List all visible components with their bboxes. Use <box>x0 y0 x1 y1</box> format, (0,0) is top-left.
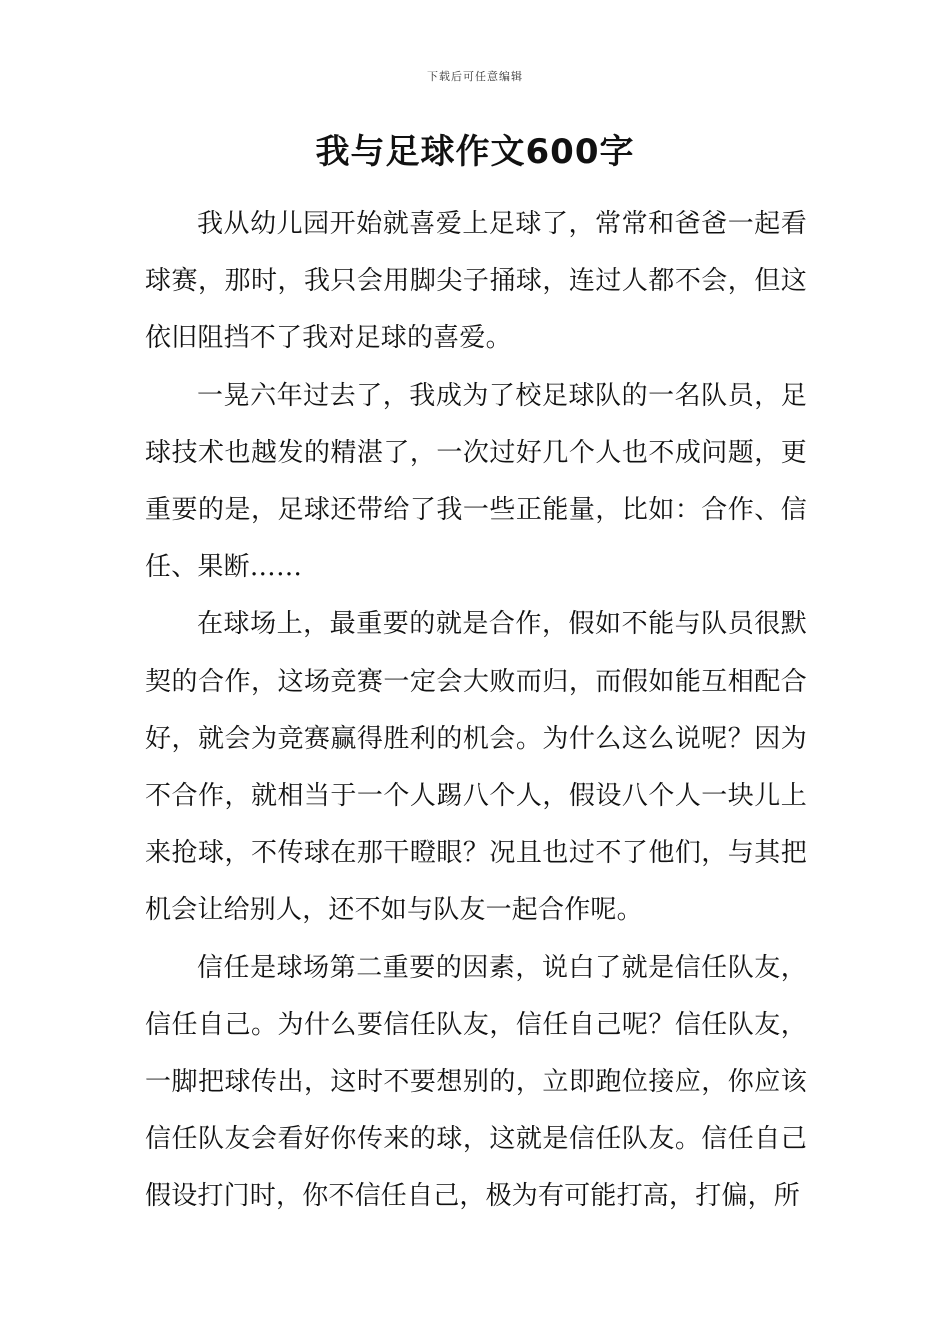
paragraph-1: 我从幼儿园开始就喜爱上足球了，常常和爸爸一起看球赛，那时，我只会用脚尖子捅球，连过人都不会，但这依旧阻挡不了我对足球的喜爱。 <box>145 209 807 354</box>
header-note: 下载后可任意编辑 <box>427 70 523 83</box>
document-title: 我与足球作文600字 <box>315 132 635 172</box>
paragraph-4: 信任是球场第二重要的因素，说白了就是信任队友，信任自己。为什么要信任队友，信任自己呢？信任队友，一脚把球传出，这时不要想别的，立即跑位接应，你应该信任队友会看好你传来的球，这就是信任队友。信任自己假设打门时，你不信任自己，极为有可能打高，打偏，所 <box>145 952 807 1212</box>
paragraph-3: 在球场上，最重要的就是合作，假如不能与队员很默契的合作，这场竞赛一定会大败而归，而假如能互相配合好，就会为竞赛赢得胜利的机会。为什么这么说呢？因为不合作，就相当于一个人踢八个人，假设八个人一块儿上来抢球，不传球在那干瞪眼？况且也过不了他们，与其把机会让给别人，还不如与队友一起合作呢。 <box>145 609 807 926</box>
paragraph-2: 一晃六年过去了，我成为了校足球队的一名队员，足球技术也越发的精湛了，一次过好几个人也不成问题，更重要的是，足球还带给了我一些正能量，比如：合作、信任、果断…… <box>145 380 807 583</box>
essay-body <box>145 196 807 1226</box>
